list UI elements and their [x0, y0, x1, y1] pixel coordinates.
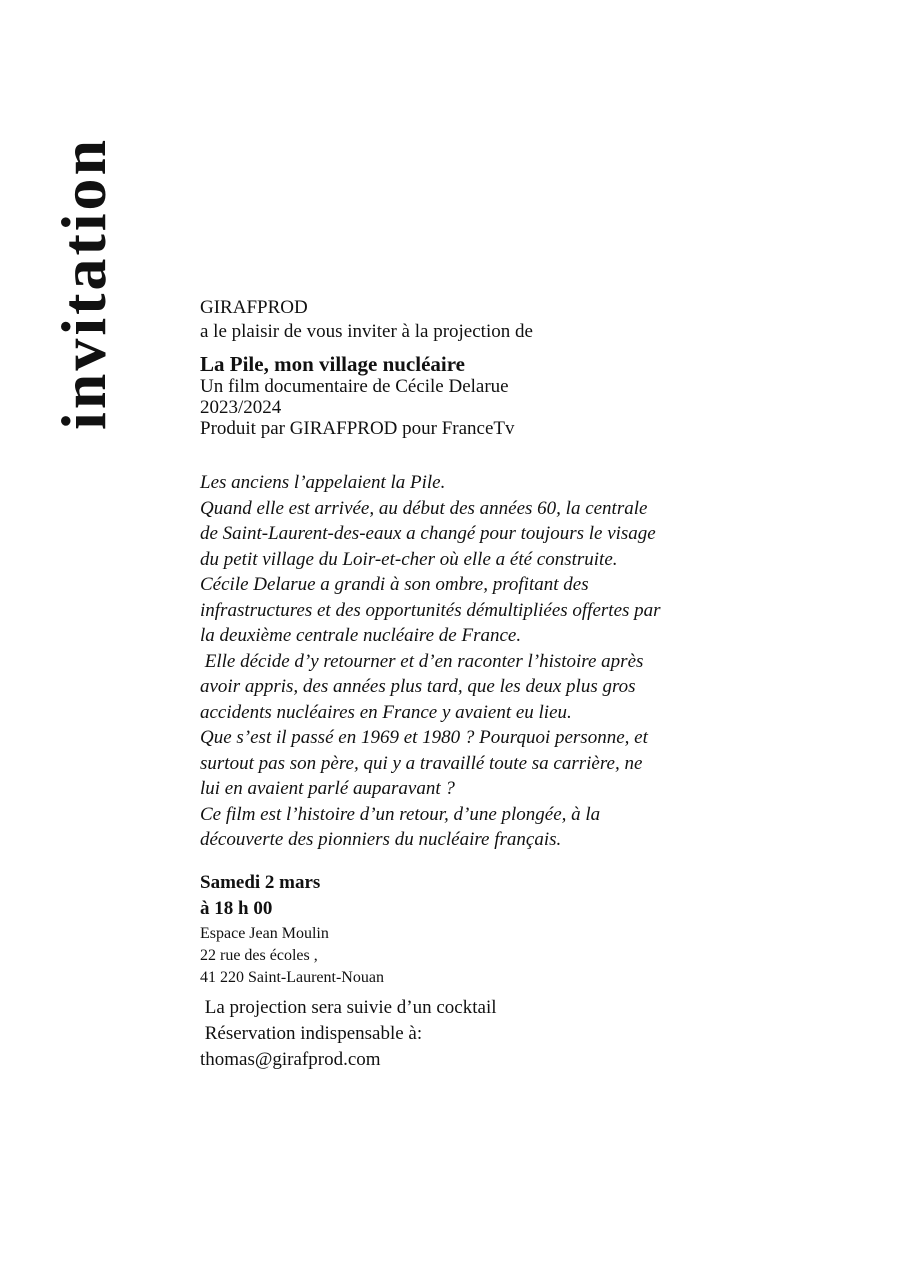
- event-date: Samedi 2 mars: [200, 871, 321, 893]
- synopsis-line: avoir appris, des années plus tard, que les deux plus gros: [200, 676, 636, 697]
- synopsis-line: Cécile Delarue a grandi à son ombre, profitant des: [200, 574, 589, 595]
- invitation-heading: [48, 100, 119, 430]
- event-time: à 18 h 00: [200, 897, 273, 919]
- film-subtitle: Un film documentaire de Cécile Delarue: [200, 376, 509, 397]
- invitation-heading-text: invitation: [48, 136, 119, 430]
- company-name: GIRAFPROD: [200, 297, 308, 318]
- invite-line: a le plaisir de vous inviter à la projection de: [200, 321, 533, 342]
- synopsis-line: la deuxième centrale nucléaire de France.: [200, 625, 522, 646]
- synopsis-line: accidents nucléaires en France y avaient eu lieu.: [200, 701, 572, 723]
- synopsis-line: Elle décide d’y retourner et d’en raconter l’histoire après: [200, 650, 644, 672]
- film-block: [200, 352, 720, 439]
- synopsis-line: surtout pas son père, qui y a travaillé toute sa carrière, ne: [200, 752, 643, 774]
- film-title: La Pile, mon village nucléaire: [200, 352, 466, 376]
- event-block: [200, 870, 720, 989]
- synopsis-line: Que s’est il passé en 1969 et 1980 ? Pourquoi personne, et: [200, 727, 648, 748]
- reservation-note: Réservation indispensable à:: [200, 1022, 423, 1044]
- film-years: 2023/2024: [200, 397, 282, 418]
- venue-city: 41 220 Saint-Laurent-Nouan: [200, 968, 384, 986]
- footer-block: [200, 995, 720, 1073]
- synopsis-line: lui en avaient parlé auparavant ?: [200, 778, 455, 799]
- synopsis-line: de Saint-Laurent-des-eaux a changé pour toujours le visage: [200, 523, 656, 544]
- film-producer: Produit par GIRAFPROD pour FranceTv: [200, 418, 515, 439]
- synopsis-line: découverte des pionniers du nucléaire français.: [200, 829, 562, 850]
- synopsis-line: Ce film est l’histoire d’un retour, d’une plongée, à la: [200, 803, 601, 825]
- invitation-body: [200, 296, 720, 1073]
- reservation-email[interactable]: thomas@girafprod.com: [200, 1048, 381, 1070]
- synopsis: [200, 470, 720, 853]
- cocktail-note: La projection sera suivie d’un cocktail: [200, 996, 497, 1018]
- synopsis-line: du petit village du Loir-et-cher où elle a été construite.: [200, 548, 618, 570]
- synopsis-line: infrastructures et des opportunités démultipliées offertes par: [200, 599, 661, 621]
- venue-name: Espace Jean Moulin: [200, 924, 329, 942]
- intro-block: [200, 296, 720, 344]
- synopsis-line: Quand elle est arrivée, au début des années 60, la centrale: [200, 497, 648, 519]
- venue-address: [200, 923, 720, 989]
- venue-street: 22 rue des écoles ,: [200, 946, 318, 964]
- synopsis-line: Les anciens l’appelaient la Pile.: [200, 472, 446, 493]
